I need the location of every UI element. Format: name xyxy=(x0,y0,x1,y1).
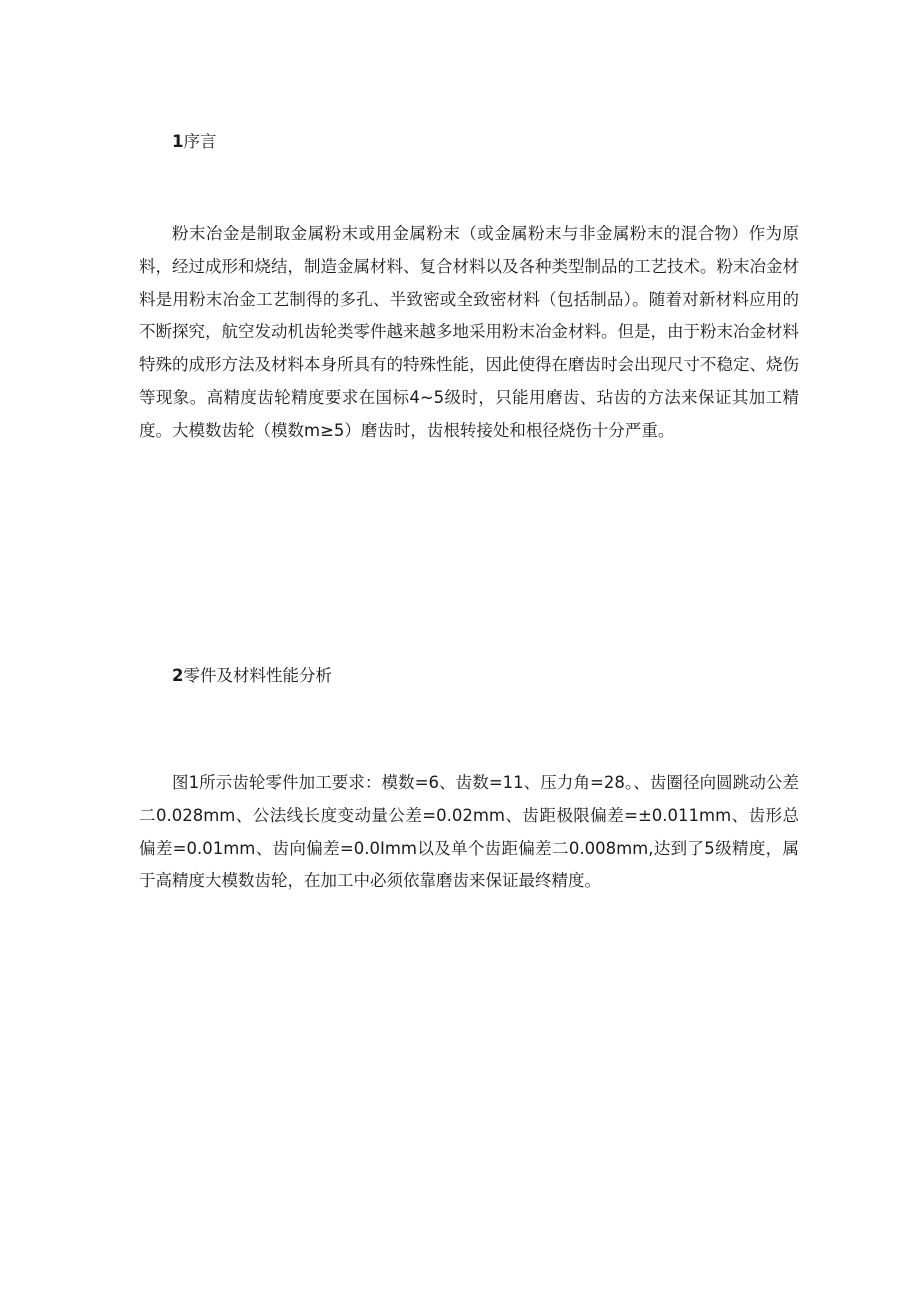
section-title: 零件及材料性能分析 xyxy=(183,666,332,685)
section-heading-analysis xyxy=(172,666,332,686)
section-title: 序言 xyxy=(183,132,217,151)
section-number: 2 xyxy=(172,666,184,685)
analysis-paragraph: 图1所示齿轮零件加工要求：模数=6、齿数=11、压力角=28。、齿圈径向圆跳动公差二0.028mm、公法线长度变动量公差=0.02mm、齿距极限偏差=±0.011mm、齿形总偏差=0.01mm、齿向偏差=0.0Imm以及单个齿距偏差二0.008mm,达到了5级精度，属于高精度大模数齿轮，在加工中必须依靠磨齿来保证最终精度。 xyxy=(139,773,799,891)
section-number: 1 xyxy=(172,132,184,151)
section-heading-intro xyxy=(172,132,216,152)
intro-paragraph: 粉末冶金是制取金属粉末或用金属粉末（或金属粉末与非金属粉末的混合物）作为原料，经过成形和烧结，制造金属材料、复合材料以及各种类型制品的工艺技术。粉末冶金材料是用粉末冶金工艺制得的多孔、半致密或全致密材料（包括制品）。随着对新材料应用的不断探究，航空发动机齿轮类零件越来越多地采用粉末冶金材料。但是，由于粉末冶金材料特殊的成形方法及材料本身所具有的特殊性能，因此使得在磨齿时会出现尺寸不稳定、烧伤等现象。高精度齿轮精度要求在国标4~5级时，只能用磨齿、玷齿的方法来保证其加工精度。大模数齿轮（模数m≥5）磨齿时，齿根转接处和根径烧伤十分严重。 xyxy=(139,224,799,440)
